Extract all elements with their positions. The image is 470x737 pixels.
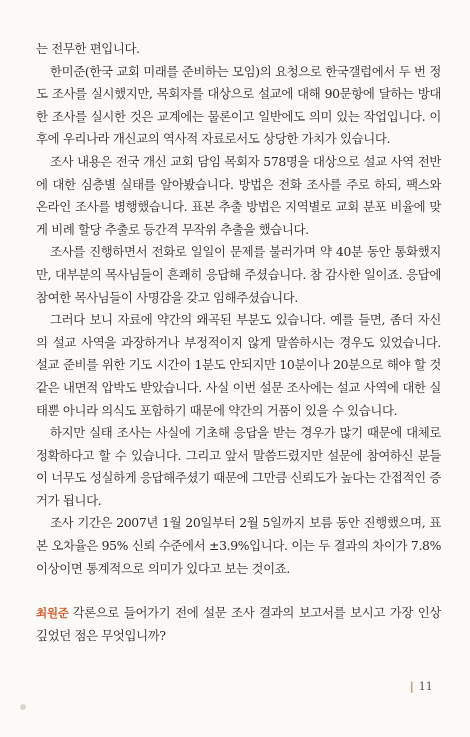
question-text: 각론으로 들어가기 전에 설문 조사 결과의 보고서를 보시고 가장 인상 깊었던 점은 무엇입니까? [36,605,441,643]
paragraph-5: 그러다 보니 자료에 약간의 왜곡된 부분도 있습니다. 예를 들면, 좀더 자신의 설교 사역을 과장하거나 부정적이지 않게 말씀하시는 경우도 있었습니다. 설교 준비를 위한 기도 시간이 1분도 안되지만 10분이나 20분으로 해야 할 것 같은 내면적 압박도 받았습니다. 사실 이번 설문 조사에는 설교 사역에 대한 실태뿐 아니라 의식도 포함하기 때문에 약간의 거품이 있을 수 있습니다. [36,312,441,418]
page-footer [410,680,433,693]
speaker-name: 최원준 [36,606,69,621]
paragraph-1: 는 전무한 편입니다. [36,41,140,56]
page-speck-decoration [20,704,26,710]
paragraph-6: 하지만 실태 조사는 사실에 기초해 응답을 받는 경우가 많기 때문에 대체로 정확하다고 할 수 있습니다. 그리고 앞서 말씀드렸지만 설문에 참여하신 분들이 너무도 성실하게 응답해주셨기 때문에 그만큼 신뢰도가 높다는 간접적인 증거가 됩니다. [36,425,441,508]
paragraph-2: 한미준(한국 교회 미래를 준비하는 모임)의 요청으로 한국갤럽에서 두 번 정도 조사를 실시했지만, 목회자를 대상으로 설교에 대해 90문항에 달하는 방대한 조사를 실시한 것은 교계에는 물론이고 일반에도 의미 있는 작업입니다. 이후에 우리나라 개신교의 역사적 자료로서도 상당한 가치가 있습니다. [36,63,441,147]
body-text [36,38,441,647]
page-number: 11 [418,680,433,693]
paragraph-3: 조사 내용은 전국 개신 교회 담임 목회자 578명을 대상으로 설교 사역 전반에 대한 심층별 실태를 알아봤습니다. 방법은 전화 조사를 주로 하되, 팩스와 온라인 조사를 병행했습니다. 표본 추출 방법은 지역별로 교회 분포 비율에 맞게 비례 할당 추출로 등간격 무작위 추출을 했습니다. [36,153,441,237]
footer-divider: | [410,680,414,693]
paragraph-7: 조사 기간은 2007년 1월 20일부터 2월 5일까지 보름 동안 진행했으며, 표본 오차율은 95% 신뢰 수준에서 ±3.9%입니다. 이는 두 결과의 차이가 7.8% 이상이면 통계적으로 의미가 있다고 보는 것이죠. [36,515,441,576]
paragraph-4: 조사를 진행하면서 전화로 일일이 문제를 불러가며 약 40분 동안 통화했지만, 대부분의 목사님들이 흔쾌히 응답해 주셨습니다. 참 감사한 일이죠. 응답에 참여한 목사님들이 사명감을 갖고 임해주셨습니다. [36,244,441,305]
interview-question [36,602,441,647]
